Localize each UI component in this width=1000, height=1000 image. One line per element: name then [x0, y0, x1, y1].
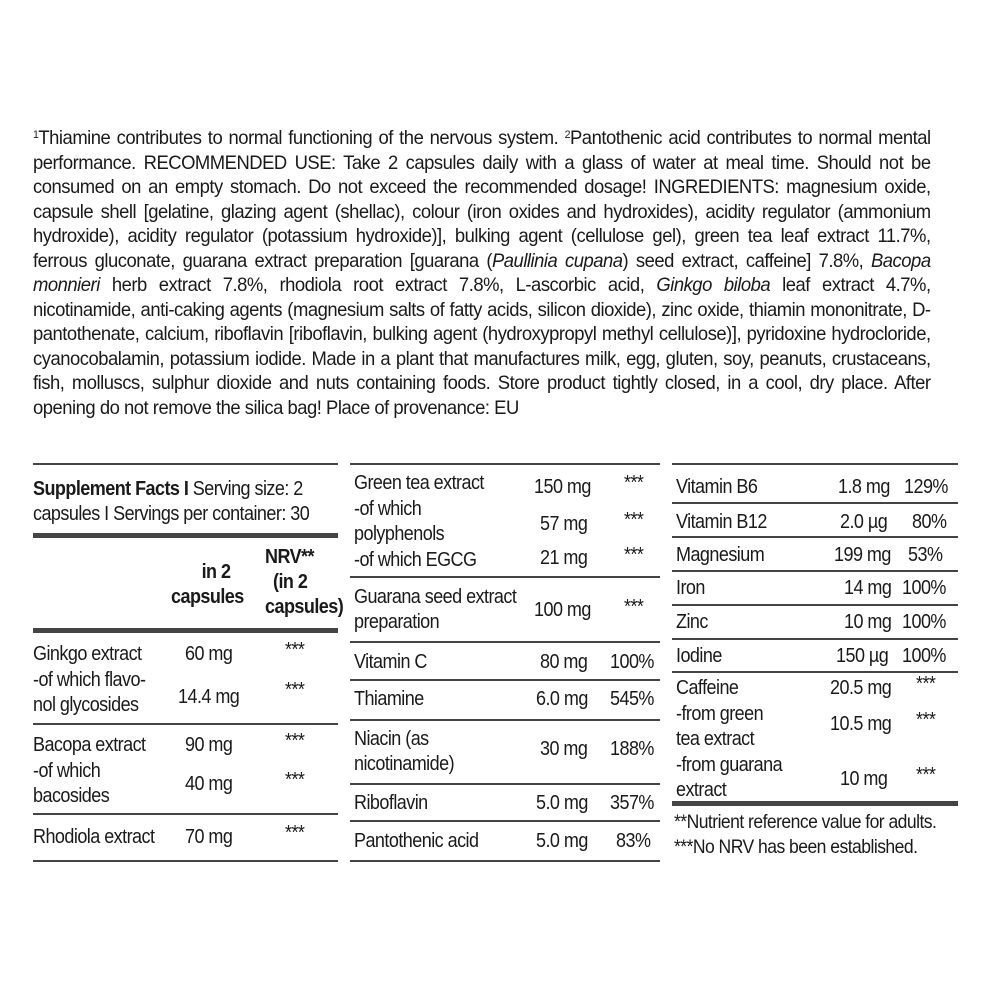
fromtea-name-l1: -from green: [676, 703, 764, 725]
divider: [350, 641, 660, 643]
guarana-amount: 100 mg: [534, 599, 591, 621]
pantothenic-nrv: 83%: [616, 830, 651, 852]
fromguarana-nrv: ***: [916, 764, 936, 786]
divider: [350, 719, 660, 721]
divider: [33, 860, 338, 862]
thiamine-nrv: 545%: [610, 688, 654, 710]
servings-per-container: capsules I Servings per container: 30: [33, 503, 310, 525]
divider: [672, 604, 958, 606]
niacin-name-l1: Niacin (as: [354, 728, 429, 750]
facts-title: Supplement Facts I: [33, 478, 189, 500]
botanical-name-paullinia: Paullinia cupana: [491, 250, 623, 272]
caffeine-nrv: ***: [916, 673, 936, 695]
b12-amount: 2.0 µg: [840, 511, 888, 533]
riboflavin-amount: 5.0 mg: [536, 792, 588, 814]
b6-amount: 1.8 mg: [838, 476, 890, 498]
bacopa-nrv: ***: [285, 730, 305, 752]
divider: [350, 679, 660, 681]
fromtea-amount: 10.5 mg: [830, 713, 892, 735]
flavonol-amount: 14.4 mg: [178, 686, 240, 708]
footnote-nrv: **Nutrient reference value for adults.: [674, 811, 937, 833]
rhodiola-nrv: ***: [285, 822, 305, 844]
rhodiola-name: Rhodiola extract: [33, 826, 155, 848]
divider: [350, 783, 660, 785]
divider: [350, 576, 660, 578]
description-part-3: ) seed extract, caffeine] 7.8%,: [622, 250, 871, 272]
divider: [350, 860, 660, 862]
greentea-name: Green tea extract: [354, 472, 484, 494]
bacosides-name-l1: -of which: [33, 760, 101, 782]
flavonol-name-l1: -of which flavo-: [33, 669, 146, 691]
divider: [350, 820, 660, 822]
pantothenic-name: Pantothenic acid: [354, 830, 479, 852]
greentea-amount: 150 mg: [534, 476, 591, 498]
zinc-amount: 10 mg: [844, 611, 892, 633]
fromguarana-amount: 10 mg: [840, 768, 888, 790]
zinc-name: Zinc: [676, 611, 708, 633]
egcg-nrv: ***: [624, 544, 644, 566]
label-description: [33, 127, 931, 421]
ginkgo-amount: 60 mg: [185, 643, 233, 665]
header-amount-l2: capsules: [171, 586, 244, 608]
botanical-name-ginkgo: Ginkgo biloba: [656, 275, 771, 296]
description-part-4: herb extract 7.8%, rhodiola root extract 7.8%, L-ascorbic acid,: [99, 275, 657, 296]
pantothenic-amount: 5.0 mg: [536, 830, 588, 852]
niacin-amount: 30 mg: [540, 738, 588, 760]
iodine-amount: 150 µg: [836, 645, 889, 667]
greentea-nrv: ***: [624, 472, 644, 494]
iron-nrv: 100%: [902, 577, 946, 599]
facts-column-3: [672, 463, 958, 865]
divider: [672, 570, 958, 572]
header-nrv-l3: capsules): [265, 596, 344, 618]
iodine-name: Iodine: [676, 645, 722, 667]
facts-column-2: [350, 463, 660, 865]
egcg-name: -of which EGCG: [354, 549, 477, 571]
divider: [33, 813, 338, 815]
iodine-nrv: 100%: [902, 645, 946, 667]
polyphenols-nrv: ***: [624, 509, 644, 531]
iron-amount: 14 mg: [844, 577, 892, 599]
magnesium-amount: 199 mg: [834, 544, 891, 566]
footnote-marker-1: 1: [33, 129, 39, 141]
riboflavin-name: Riboflavin: [354, 792, 428, 814]
niacin-nrv: 188%: [610, 738, 654, 760]
divider: [672, 502, 958, 504]
divider: [33, 533, 338, 538]
polyphenols-amount: 57 mg: [540, 513, 588, 535]
divider: [672, 536, 958, 538]
magnesium-nrv: 53%: [908, 544, 943, 566]
polyphenols-name-l2: polyphenols: [354, 523, 445, 545]
divider: [672, 638, 958, 640]
flavonol-nrv: ***: [285, 679, 305, 701]
zinc-nrv: 100%: [902, 611, 946, 633]
b6-nrv: 129%: [904, 476, 948, 498]
header-amount-l1: in 2: [201, 561, 231, 583]
rhodiola-amount: 70 mg: [185, 826, 233, 848]
fromguarana-name-l1: -from guarana: [676, 754, 783, 776]
footnote-marker-2: 2: [564, 129, 570, 141]
ginkgo-nrv: ***: [285, 639, 305, 661]
b12-name: Vitamin B12: [676, 511, 767, 533]
bacosides-name-l2: bacosides: [33, 785, 110, 807]
guarana-name-l1: Guarana seed extract: [354, 586, 517, 608]
vitc-name: Vitamin C: [354, 651, 427, 673]
niacin-name-l2: nicotinamide): [354, 753, 455, 775]
b12-nrv: 80%: [912, 511, 947, 533]
description-part-2: Pantothenic acid contributes to normal mental performance. RECOMMENDED USE: Take 2 capsules daily with a glass of water at meal time. Should not be consumed on an empty stomach. Do not exceed the recommended dosage! INGREDIENTS: magnesium oxide, capsule shell [gelatine, glazing agent (shellac), colour (iron oxides and hydroxides), acidity regulator (ammonium hydroxide), acidity regulator (potassium hydroxide)], bulking agent (cellulose gel), green tea leaf extract 11.7%, ferrous gluconate, guarana extract preparation [guarana (: [33, 128, 931, 272]
caffeine-name: Caffeine: [676, 677, 739, 699]
facts-heading-line-1: [33, 477, 303, 501]
b6-name: Vitamin B6: [676, 476, 758, 498]
bacosides-nrv: ***: [285, 769, 305, 791]
fromguarana-name-l2: extract: [676, 779, 727, 801]
guarana-nrv: ***: [624, 596, 644, 618]
vitc-nrv: 100%: [610, 651, 654, 673]
botanical-name-bacopa: Bacopa monnieri: [33, 250, 931, 296]
ginkgo-name: Ginkgo extract: [33, 643, 142, 665]
footnote-no-nrv: ***No NRV has been established.: [674, 836, 918, 858]
magnesium-name: Magnesium: [676, 544, 765, 566]
guarana-name-l2: preparation: [354, 611, 440, 633]
divider: [33, 628, 338, 633]
thiamine-name: Thiamine: [354, 688, 424, 710]
description-part-5: leaf extract 4.7%, nicotinamide, anti-caking agents (magnesium salts of fatty acids, silicon dioxide), zinc oxide, thiamin mononitrate, D-pantothenate, calcium, riboflavin [riboflavin, bulking agent (hydroxypropyl methyl cellulose)], pyridoxine hydrocloride, cyanocobalamin, potassium iodide. Made in a plant that manufactures milk, egg, gluten, soy, peanuts, crustaceans, fish, molluscs, sulphur dioxide and nuts containing foods. Store product tightly closed, in a cool, dry place. After opening do not remove the silica bag! Place of provenance: EU: [33, 275, 931, 419]
divider: [672, 801, 958, 806]
header-nrv-l1: NRV**: [265, 546, 314, 568]
bacopa-amount: 90 mg: [185, 734, 233, 756]
divider: [33, 723, 338, 725]
riboflavin-nrv: 357%: [610, 792, 654, 814]
bacosides-amount: 40 mg: [185, 773, 233, 795]
polyphenols-name-l1: -of which: [354, 498, 422, 520]
bacopa-name: Bacopa extract: [33, 734, 146, 756]
description-part-1: Thiamine contributes to normal functioning of the nervous system.: [38, 128, 565, 149]
caffeine-amount: 20.5 mg: [830, 677, 892, 699]
iron-name: Iron: [676, 577, 705, 599]
fromtea-name-l2: tea extract: [676, 728, 755, 750]
egcg-amount: 21 mg: [540, 547, 588, 569]
serving-size: Serving size: 2: [188, 478, 303, 500]
flavonol-name-l2: nol glycosides: [33, 694, 139, 716]
fromtea-nrv: ***: [916, 709, 936, 731]
header-nrv-l2: (in 2: [273, 571, 308, 593]
facts-column-1: [33, 463, 344, 865]
vitc-amount: 80 mg: [540, 651, 588, 673]
thiamine-amount: 6.0 mg: [536, 688, 588, 710]
